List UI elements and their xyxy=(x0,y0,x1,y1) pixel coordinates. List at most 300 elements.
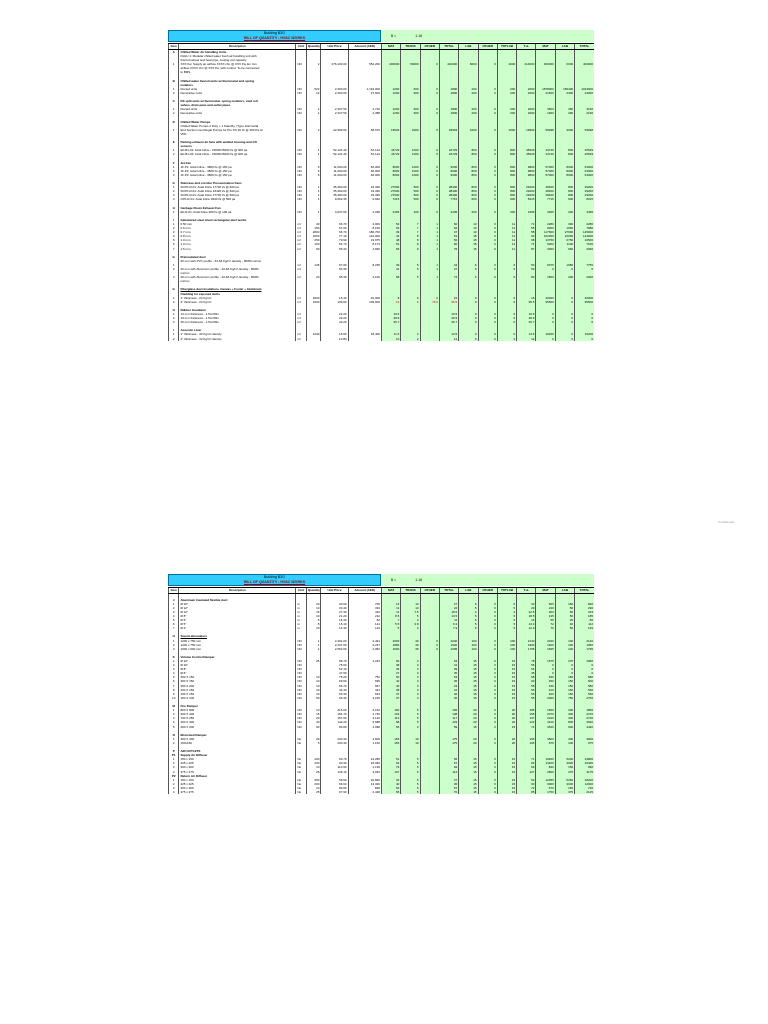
item-cell: 2 xyxy=(169,169,179,173)
item-cell: 3 xyxy=(169,320,179,324)
breakdown-cell: 20 xyxy=(497,737,516,741)
description-cell: 300 x 300 xyxy=(179,765,296,769)
breakdown-cell: 0 xyxy=(575,671,594,675)
amount-cell: 24,280 xyxy=(348,757,381,761)
breakdown-cell: 450 xyxy=(536,679,555,683)
description-cell: Sound attenuators xyxy=(179,634,296,638)
breakdown-cell: 11 xyxy=(439,618,458,622)
breakdown-cell: 6 xyxy=(497,263,516,267)
breakdown-cell: 20 xyxy=(497,716,516,720)
unit-cell: NO xyxy=(296,152,306,156)
description-cell: Ducted units xyxy=(179,87,296,91)
description-cell: 700 X 250 xyxy=(179,716,296,720)
unit-cell: m² xyxy=(296,238,306,242)
breakdown-cell: 6 xyxy=(459,275,478,279)
amount-cell: 121 xyxy=(348,622,381,626)
breakdown-cell: 39 xyxy=(381,230,400,234)
breakdown-cell: 6 xyxy=(497,275,516,279)
item-cell: 6 xyxy=(169,679,179,683)
breakdown-cell: 0 xyxy=(478,165,497,169)
breakdown-cell: 800 xyxy=(459,189,478,193)
description-cell: 2" thickness - 24 Kg/m³ xyxy=(179,300,296,304)
breakdown-cell: 1 xyxy=(420,230,439,234)
unit-cell: m² xyxy=(296,337,306,341)
breakdown-cell: 75 xyxy=(439,247,458,251)
breakdown-cell: 95500 xyxy=(575,300,594,304)
description-cell: Chilled Water Pumps 2 Duty + 1 Standby, (Type Horizontal xyxy=(179,124,296,128)
item-cell: 2 xyxy=(169,337,179,341)
breakdown-cell: 5200 xyxy=(555,757,574,761)
breakdown-cell: 55 xyxy=(517,696,536,700)
breakdown-cell: 79 xyxy=(381,765,400,769)
breakdown-cell: 42 xyxy=(381,679,400,683)
breakdown-cell: 2750 xyxy=(575,696,594,700)
breakdown-cell: 133 xyxy=(381,712,400,716)
breakdown-cell: 41 xyxy=(439,663,458,667)
unit-cell: NO xyxy=(296,189,306,193)
breakdown-cell: 0 xyxy=(478,222,497,226)
breakdown-cell: 1000 xyxy=(401,173,420,177)
breakdown-cell: 800 xyxy=(555,185,574,189)
item-cell: 1 xyxy=(169,708,179,712)
unit-cell: NO xyxy=(296,91,306,95)
breakdown-cell: 0 xyxy=(555,671,574,675)
breakdown-cell: 0 xyxy=(478,688,497,692)
breakdown-cell: 15 xyxy=(497,765,516,769)
breakdown-cell: 40 xyxy=(439,696,458,700)
description-cell: 250 X 200 xyxy=(179,684,296,688)
breakdown-cell: 1000 xyxy=(401,165,420,169)
description-cell: 1200 x 750 mm xyxy=(179,643,296,647)
unit-cell: NO xyxy=(296,62,306,66)
unit-cell: NO xyxy=(296,720,306,724)
item-cell: 4 xyxy=(169,197,179,201)
breakdown-cell: 6 xyxy=(401,300,420,304)
amount-cell: 4,998 xyxy=(348,725,381,729)
rate-value: 1.16 xyxy=(415,34,423,38)
unit-cell: No xyxy=(296,786,306,790)
breakdown-cell: 2740 xyxy=(575,716,594,720)
breakdown-cell: 1750 xyxy=(536,790,555,794)
unit-cell: NO xyxy=(296,185,306,189)
breakdown-cell: 800 xyxy=(459,193,478,197)
breakdown-cell: 15 xyxy=(439,296,458,300)
unit-price-cell: 89.70 xyxy=(321,659,348,663)
quantity-cell: 1 xyxy=(306,107,321,111)
breakdown-cell: 0 xyxy=(555,332,574,336)
breakdown-cell: 1880 xyxy=(381,643,400,647)
breakdown-cell: 1650 xyxy=(555,226,574,230)
description-cell: Fiberglass duct insulation+ Canvas + Foster + Aluminum xyxy=(179,287,296,291)
breakdown-cell: 27900 xyxy=(381,185,400,189)
breakdown-cell: 0 xyxy=(497,337,516,341)
item-cell: 1 xyxy=(169,778,179,782)
item-cell: I xyxy=(169,218,179,222)
amount-cell: 3,653 xyxy=(348,770,381,774)
breakdown-cell: 5 xyxy=(401,712,420,716)
breakdown-cell: 1000 xyxy=(497,128,516,132)
breakdown-cell: 5 xyxy=(401,614,420,618)
unit-cell: m² xyxy=(296,332,306,336)
breakdown-cell: 13 xyxy=(459,222,478,226)
breakdown-cell: 37 xyxy=(381,692,400,696)
breakdown-cell: 0 xyxy=(478,210,497,214)
breakdown-cell: 0 xyxy=(536,267,555,271)
breakdown-cell: 100 xyxy=(555,741,574,745)
quantity-cell: 6 xyxy=(306,169,321,173)
breakdown-cell: 3 xyxy=(401,626,420,630)
unit-price-cell: 95.33 xyxy=(321,247,348,251)
unit-cell: No xyxy=(296,770,306,774)
breakdown-cell: 45529 xyxy=(517,148,536,152)
breakdown-cell: 5250 xyxy=(555,778,574,782)
description-cell: 300 X 150 xyxy=(179,679,296,683)
breakdown-cell: 0 xyxy=(478,332,497,336)
breakdown-cell: 20 xyxy=(459,708,478,712)
amount-cell: 1,136 xyxy=(348,765,381,769)
breakdown-cell: 65 xyxy=(381,790,400,794)
breakdown-cell: 800 xyxy=(459,152,478,156)
amount-cell: 19,975 xyxy=(348,238,381,242)
breakdown-cell: 11 xyxy=(497,247,516,251)
breakdown-cell: 0 xyxy=(478,696,497,700)
item-cell: 1 xyxy=(169,185,179,189)
breakdown-cell: 0 xyxy=(478,185,497,189)
description-cell: End Suction Centrifugal Pumps for PH-70) 36 l/s @ 450 Pa w/ xyxy=(179,128,296,132)
amount-cell: 186,760 xyxy=(348,230,381,234)
breakdown-cell: 5 xyxy=(497,614,516,618)
breakdown-cell: 0 xyxy=(420,107,439,111)
unit-cell: NO xyxy=(296,659,306,663)
unit-cell: No xyxy=(296,741,306,745)
breakdown-cell: 2 xyxy=(401,337,420,341)
breakdown-cell: 990 xyxy=(575,765,594,769)
breakdown-cell: 47 xyxy=(439,267,458,271)
breakdown-cell: 0 xyxy=(478,312,497,316)
breakdown-cell: 5 xyxy=(401,708,420,712)
unit-price-cell: 59.60 xyxy=(321,778,348,782)
breakdown-cell: 9800 xyxy=(517,165,536,169)
amount-cell: 2,237 xyxy=(348,643,381,647)
sheet-title xyxy=(168,30,381,42)
breakdown-cell: 2400 xyxy=(555,91,574,95)
breakdown-cell: 1900 xyxy=(536,111,555,115)
breakdown-cell: 5 xyxy=(459,614,478,618)
unit-price-cell: 52,124.40 xyxy=(321,152,348,156)
boq-table-2 xyxy=(168,587,594,794)
unit-price-cell: 15.10 xyxy=(321,622,348,626)
description-cell: 0.7 mm xyxy=(179,230,296,234)
quantity-cell: 1 xyxy=(306,189,321,193)
breakdown-cell: 185 xyxy=(575,614,594,618)
amount-cell: 410 xyxy=(348,610,381,614)
breakdown-cell: 175 xyxy=(439,737,458,741)
quantity-cell: 20 xyxy=(306,737,321,741)
unit-price-cell: 30.60 xyxy=(321,602,348,606)
description-cell: micron xyxy=(179,279,296,283)
breakdown-cell: 0 xyxy=(575,312,594,316)
breakdown-cell: 0 xyxy=(478,238,497,242)
breakdown-cell: 0 xyxy=(478,790,497,794)
breakdown-cell: 20 xyxy=(497,708,516,712)
quantity-cell: 6 xyxy=(306,173,321,177)
unit-price-cell: 9,662.35 xyxy=(321,197,348,201)
quantity-cell: 1 xyxy=(306,643,321,647)
breakdown-cell: 2190 xyxy=(575,111,594,115)
unit-cell: NO xyxy=(296,663,306,667)
breakdown-cell: 3195 xyxy=(381,210,400,214)
breakdown-cell: 0 xyxy=(478,622,497,626)
quantity-cell: 1 xyxy=(306,152,321,156)
breakdown-cell: 0 xyxy=(497,312,516,316)
item-cell: 1 xyxy=(169,639,179,643)
breakdown-cell: 0 xyxy=(555,663,574,667)
item-cell: 3 xyxy=(169,193,179,197)
breakdown-cell: 500 xyxy=(401,189,420,193)
unit-cell: NO xyxy=(296,128,306,132)
breakdown-cell: 15 xyxy=(459,790,478,794)
description-cell: thermal wheel and heat pipe, cooling coil capacity xyxy=(179,58,296,62)
item-cell: 2 xyxy=(169,111,179,115)
breakdown-cell: 0 xyxy=(478,230,497,234)
breakdown-cell: 52 xyxy=(381,786,400,790)
unit-price-cell: 27.30 xyxy=(321,610,348,614)
breakdown-cell: 195 xyxy=(517,741,536,745)
unit-price-cell: 47.90 xyxy=(321,671,348,675)
breakdown-cell: 800 xyxy=(497,193,516,197)
description-cell: Chilled water fancoil units w/ thermostat and spring xyxy=(179,79,296,83)
breakdown-cell: 3 xyxy=(401,659,420,663)
unit-cell: m² xyxy=(296,300,306,304)
unit-cell: No xyxy=(296,778,306,782)
breakdown-cell: 500 xyxy=(401,197,420,201)
breakdown-cell: 62 xyxy=(381,761,400,765)
amount-cell: 27,600 xyxy=(348,91,381,95)
unit-cell: No xyxy=(296,737,306,741)
breakdown-cell: 5 xyxy=(401,263,420,267)
description-cell: FAHU 1: Modular chilled water fresh air handling unit with xyxy=(179,54,296,58)
breakdown-cell: 3 xyxy=(401,663,420,667)
breakdown-cell: 800 xyxy=(497,165,516,169)
amount-cell: 736 xyxy=(348,602,381,606)
unit-cell: No xyxy=(296,765,306,769)
breakdown-cell: 36 xyxy=(381,667,400,671)
description-cell: 900 X 400 xyxy=(179,712,296,716)
unit-price-cell: 113.60 xyxy=(321,765,348,769)
column-header: Unit Price xyxy=(321,44,348,50)
breakdown-cell: 6 xyxy=(497,602,516,606)
item-cell: I xyxy=(169,328,179,332)
breakdown-cell: 1034000 xyxy=(575,87,594,91)
breakdown-cell: 8 xyxy=(401,238,420,242)
description-cell: Ø 12" xyxy=(179,606,296,610)
breakdown-cell: 60 xyxy=(517,679,536,683)
breakdown-cell: 71 xyxy=(517,757,536,761)
unit-cell: NO xyxy=(296,647,306,651)
breakdown-cell: 135 xyxy=(536,614,555,618)
quantity-cell: 135 xyxy=(306,263,321,267)
breakdown-cell: 800 xyxy=(555,189,574,193)
breakdown-cell: 3295 xyxy=(439,210,458,214)
breakdown-cell: 5 xyxy=(401,778,420,782)
breakdown-cell: 6000 xyxy=(536,242,555,246)
unit-cell: m² xyxy=(296,263,306,267)
breakdown-cell: 0 xyxy=(420,185,439,189)
item-cell: 5 xyxy=(169,725,179,729)
breakdown-cell: 0 xyxy=(555,300,574,304)
breakdown-cell: 8000 xyxy=(381,169,400,173)
item-cell: 1 xyxy=(169,148,179,152)
breakdown-cell: 12950 xyxy=(536,778,555,782)
quantity-cell: 20 xyxy=(306,602,321,606)
unit-cell: No xyxy=(296,757,306,761)
quantity-cell: 5 xyxy=(306,618,321,622)
breakdown-cell: 5 xyxy=(401,782,420,786)
breakdown-cell: 600 xyxy=(401,111,420,115)
breakdown-cell: 8.5 xyxy=(381,614,400,618)
breakdown-cell: 3 xyxy=(401,684,420,688)
breakdown-cell: 0 xyxy=(478,684,497,688)
breakdown-cell: 129 xyxy=(575,626,594,630)
breakdown-cell: 2140 xyxy=(517,639,536,643)
breakdown-cell: 5 xyxy=(401,720,420,724)
breakdown-cell: 15 xyxy=(459,663,478,667)
breakdown-cell: 18.5 xyxy=(439,610,458,614)
item-cell: A xyxy=(169,50,179,55)
unit-price-cell: 2,300.00 xyxy=(321,87,348,91)
breakdown-cell: 800 xyxy=(459,173,478,177)
amount-cell: 8,235 xyxy=(348,263,381,267)
column-header: Description xyxy=(179,588,296,594)
item-cell: 1 xyxy=(169,737,179,741)
unit-price-cell: 66.60 xyxy=(321,782,348,786)
item-cell: P1 xyxy=(169,753,179,757)
description-cell: Volume Control Damper xyxy=(179,655,296,659)
breakdown-cell: 0 xyxy=(555,316,574,320)
breakdown-cell: 15 xyxy=(459,770,478,774)
breakdown-cell: 19993 xyxy=(517,128,536,132)
breakdown-cell: 200 xyxy=(497,87,516,91)
unit-cell: NO xyxy=(296,671,306,675)
breakdown-cell: 82 xyxy=(517,761,536,765)
unit-price-cell: 33.40 xyxy=(321,606,348,610)
breakdown-cell: 0 xyxy=(420,197,439,201)
column-header: TOTAL xyxy=(575,44,594,50)
breakdown-cell: 15 xyxy=(497,770,516,774)
breakdown-cell: 400 xyxy=(555,737,574,741)
unit-price-cell: 79.90 xyxy=(321,238,348,242)
breakdown-cell: 0 xyxy=(478,337,497,341)
breakdown-cell: 51 xyxy=(381,242,400,246)
column-header: Item xyxy=(169,44,179,50)
breakdown-cell: 25 xyxy=(555,618,574,622)
breakdown-cell: 2070 xyxy=(536,712,555,716)
breakdown-cell: 20 xyxy=(459,720,478,724)
quantity-cell: 25 xyxy=(306,770,321,774)
breakdown-cell: 28400 xyxy=(439,189,458,193)
unit-price-cell: 11,000.00 xyxy=(321,169,348,173)
breakdown-cell: 8315 xyxy=(517,197,536,201)
breakdown-cell: 800 xyxy=(555,152,574,156)
unit-price-cell: 83.80 xyxy=(321,725,348,729)
breakdown-cell: 8 xyxy=(401,242,420,246)
breakdown-cell: 800 xyxy=(459,185,478,189)
breakdown-cell: 20 xyxy=(497,741,516,745)
quantity-cell: 100 xyxy=(306,242,321,246)
breakdown-cell: 28400 xyxy=(536,189,555,193)
rate-label: $ = xyxy=(391,34,397,38)
breakdown-cell: 60 xyxy=(555,610,574,614)
quantity-cell: 10 xyxy=(306,626,321,630)
description-cell: 20 mm with Aluminum profile - 43-48 Kg/m³ density - 80/80 xyxy=(179,275,296,279)
breakdown-cell: 24800 xyxy=(575,757,594,761)
item-cell: 2 xyxy=(169,300,179,304)
breakdown-cell: 0 xyxy=(420,647,439,651)
description-cell: 300 x 300 xyxy=(179,786,296,790)
breakdown-cell: 0 xyxy=(478,197,497,201)
unit-price-cell: 33.20 xyxy=(321,316,348,320)
breakdown-cell: 70 xyxy=(439,790,458,794)
breakdown-cell: 29200 xyxy=(575,185,594,189)
breakdown-cell: 0 xyxy=(420,210,439,214)
breakdown-cell: 200 xyxy=(459,87,478,91)
breakdown-cell: 15 xyxy=(497,667,516,671)
breakdown-cell: 27900 xyxy=(381,193,400,197)
breakdown-cell: 100 xyxy=(401,210,420,214)
breakdown-cell: 410 xyxy=(536,688,555,692)
breakdown-cell: 95500 xyxy=(536,300,555,304)
breakdown-cell: 10 xyxy=(401,741,420,745)
item-cell: 1 xyxy=(169,128,179,132)
breakdown-cell: 41 xyxy=(381,267,400,271)
breakdown-cell: 52 xyxy=(381,222,400,226)
amount-cell: 68,979 xyxy=(348,128,381,132)
amount-cell: 9,662 xyxy=(348,197,381,201)
breakdown-cell: 800 xyxy=(497,169,516,173)
breakdown-cell: 820 xyxy=(575,602,594,606)
amount-cell: 828 xyxy=(348,786,381,790)
breakdown-cell: 7 xyxy=(381,618,400,622)
breakdown-cell: 15 xyxy=(497,761,516,765)
amount-cell: 8,173 xyxy=(348,242,381,246)
amount-cell: 2,388 xyxy=(348,111,381,115)
breakdown-cell: 0 xyxy=(478,87,497,91)
breakdown-cell: 1600 xyxy=(381,647,400,651)
breakdown-cell: 0 xyxy=(420,128,439,132)
breakdown-cell: 2280 xyxy=(536,222,555,226)
breakdown-cell: 4000 xyxy=(497,62,516,66)
breakdown-cell: 0 xyxy=(536,316,555,320)
breakdown-cell: 185 xyxy=(517,708,536,712)
description-cell: Rubber Insulation xyxy=(179,308,296,312)
breakdown-cell: 13.5 xyxy=(439,332,458,336)
column-header: TRANS xyxy=(401,44,420,50)
breakdown-cell: 3500 xyxy=(536,737,555,741)
amount-cell: 2,052 xyxy=(348,647,381,651)
breakdown-cell: 8200 xyxy=(536,226,555,230)
quantity-cell: 250 xyxy=(306,238,321,242)
unit-price-cell: 63.30 xyxy=(321,696,348,700)
breakdown-cell: 15 xyxy=(497,778,516,782)
breakdown-cell: 15 xyxy=(459,692,478,696)
unit-price-cell: 13.80 xyxy=(321,337,348,341)
breakdown-cell: 63000 xyxy=(575,169,594,173)
breakdown-cell: 0 xyxy=(420,91,439,95)
breakdown-cell: 40000 xyxy=(575,296,594,300)
column-header: TOTAL xyxy=(439,588,458,594)
description-cell: 0.6 mm xyxy=(179,226,296,230)
breakdown-cell: 75.6 xyxy=(420,300,439,304)
